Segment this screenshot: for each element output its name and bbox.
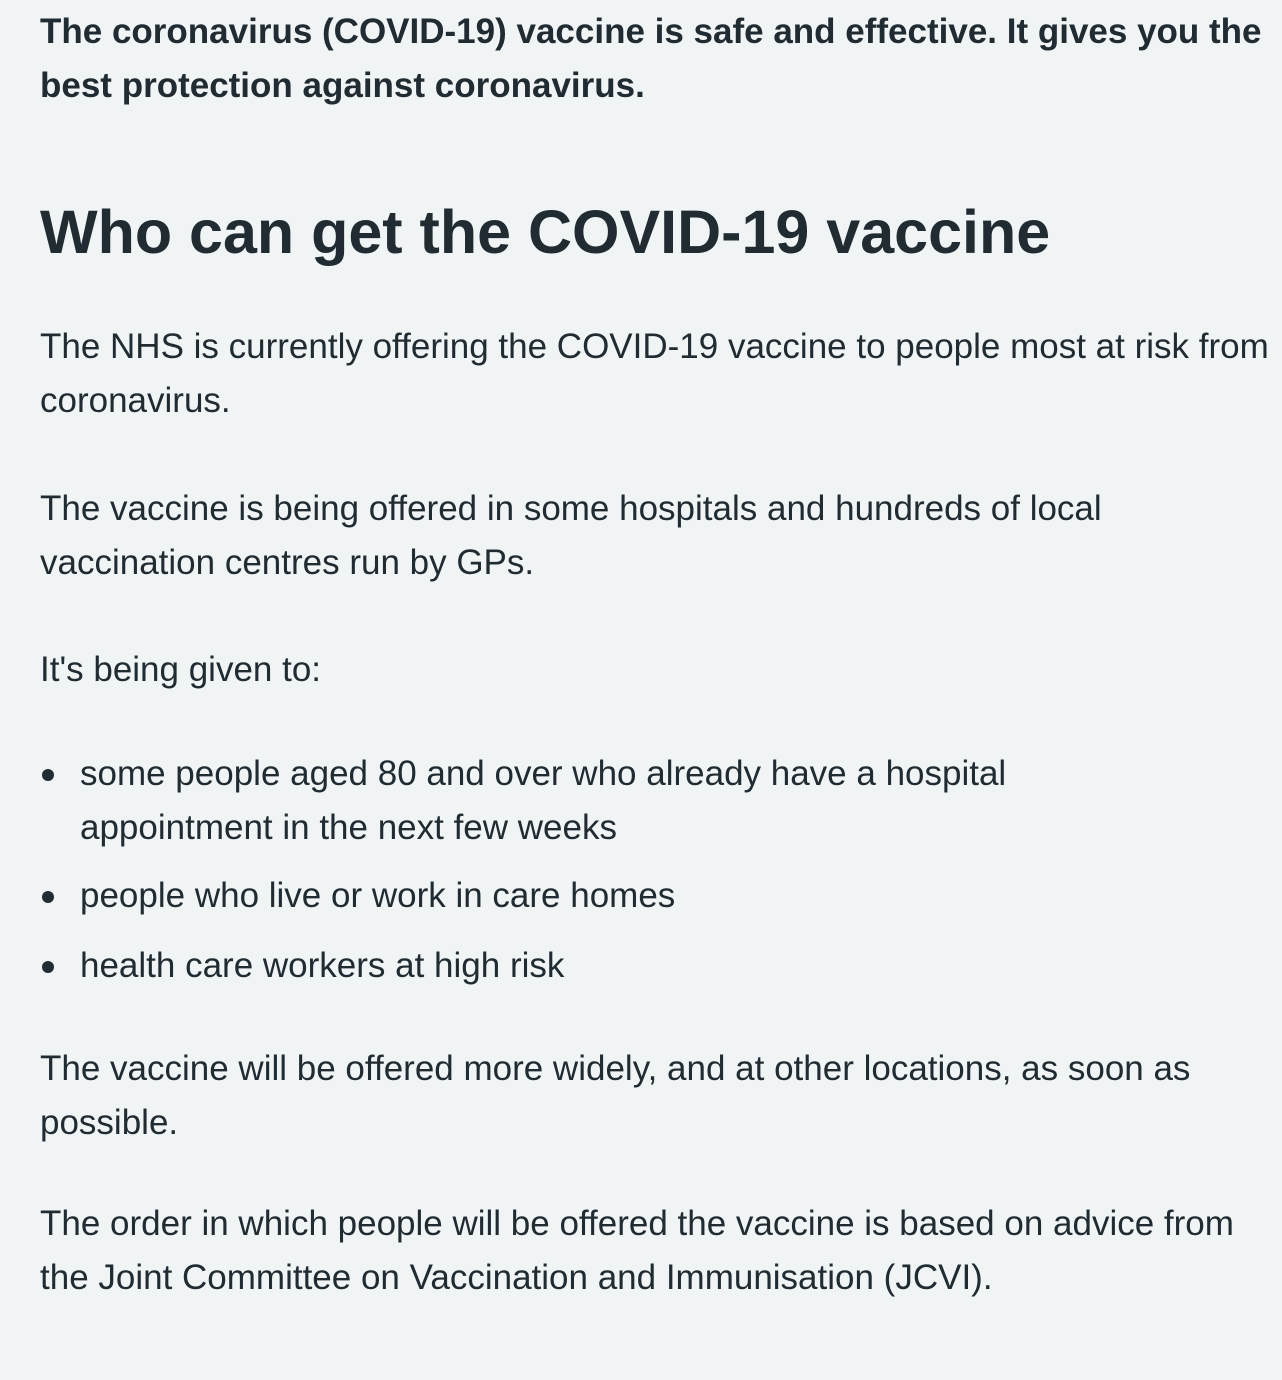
- list-item: [40, 869, 1276, 923]
- list-item-text: people who live or work in care homes: [80, 876, 676, 915]
- paragraph-vaccine-locations: The vaccine is being offered in some hospitals and hundreds of local vaccination centres run by GPs.: [40, 489, 1102, 582]
- paragraph-given-to: It's being given to:: [40, 650, 322, 689]
- list-item-text: some people aged 80 and over who already have a hospital appointment in the next few weeks: [80, 754, 1007, 847]
- paragraph-offered-widely: The vaccine will be offered more widely, and at other locations, as soon as possible.: [40, 1049, 1191, 1142]
- list-item-text: health care workers at high risk: [80, 946, 565, 985]
- list-item: [40, 939, 1276, 993]
- list-item: [40, 747, 1276, 855]
- bullet-dot-icon: [42, 891, 54, 903]
- bullet-dot-icon: [42, 961, 54, 973]
- paragraph-nhs-offering: The NHS is currently offering the COVID-19 vaccine to people most at risk from coronavirus.: [40, 327, 1269, 420]
- section-heading: Who can get the COVID-19 vaccine: [40, 198, 1051, 266]
- paragraph-jcvi-advice: The order in which people will be offered the vaccine is based on advice from the Joint Committee on Vaccination and Immunisation (JCVI).: [40, 1204, 1234, 1297]
- lede-text: The coronavirus (COVID-19) vaccine is safe and effective. It gives you the best protection against coronavirus.: [40, 12, 1262, 105]
- bullet-dot-icon: [42, 769, 54, 781]
